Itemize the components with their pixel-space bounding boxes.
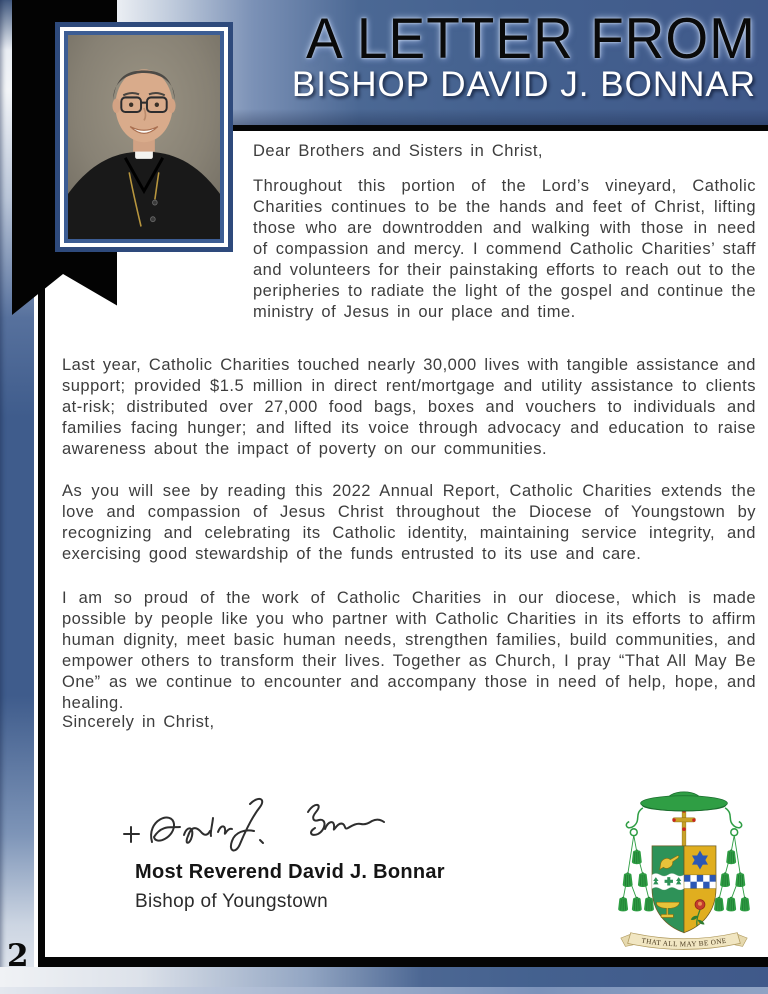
page-title-line2: BISHOP DAVID J. BONNAR <box>291 65 756 104</box>
portrait-inner-border <box>64 31 224 243</box>
bishop-portrait-illustration <box>68 35 220 239</box>
bishop-coat-of-arms <box>601 782 767 954</box>
bishop-portrait-frame <box>55 22 233 252</box>
signer-title: Bishop of Youngstown <box>135 891 328 912</box>
letter-paragraph-2: Last year, Catholic Charities touched nearly 30,000 lives with tangible assistance and support; provided $1.5 million in direct rent/mortgage and utility assistance to clients at-risk; distributed over 27,000 food bags, boxes and vouchers to individuals and families facing hunger; and lifted its voice through advocacy and education to raise awareness about the impact of poverty on our communities. <box>62 356 756 458</box>
coat-of-arms-illustration <box>601 782 767 954</box>
motto-banner <box>621 933 747 950</box>
letter-paragraph-3: As you will see by reading this 2022 Annual Report, Catholic Charities extends the love and compassion of Jesus Christ throughout the Diocese of Youngstown by recognizing and celebrating its Catholic identity, maintaining service integrity, and exercising good stewardship of the funds entrusted to its use and care. <box>62 482 756 563</box>
page-title <box>291 5 756 104</box>
bottom-accent-strip <box>0 987 768 994</box>
signer-name: Most Reverend David J. Bonnar <box>135 861 445 883</box>
letter-closing: Sincerely in Christ, <box>62 713 215 731</box>
bottom-gradient-bar <box>0 967 768 987</box>
letter-paragraph-1: Throughout this portion of the Lord’s vineyard, Catholic Charities continues to be the hands and feet of Christ, lifting those who are downtrodden and walking with those in need of compassion and mercy. I commend Catholic Charities’ staff and volunteers for their painstaking efforts to reach out to the peripheries to radiate the light of the gospel and continue the ministry of Jesus in our place and time. <box>253 177 756 321</box>
crest-shield <box>652 846 716 933</box>
bishop-portrait-photo <box>68 35 220 239</box>
letter-salutation: Dear Brothers and Sisters in Christ, <box>253 142 544 160</box>
page-number: 2 <box>7 938 29 974</box>
portrait-white-mat <box>60 27 228 247</box>
motto-text: THAT ALL MAY BE ONE <box>640 936 728 949</box>
galero-hat <box>641 792 728 811</box>
bishop-signature <box>112 782 424 862</box>
letter-paragraph-4: I am so proud of the work of Catholic Charities in our diocese, which is made possible by people like you who partner with Catholic Charities in its efforts to affirm human dignity, meet basic human needs, strengthen families, build communities, and empower others to transform their lives. Together as Church, I pray “That All May Be One” as we continue to encounter and accompany those in need of help, hope, and healing. <box>62 589 756 712</box>
page-title-line1: A LETTER FROM <box>306 5 756 71</box>
checky-fess <box>684 875 716 889</box>
content-frame-bottom-border <box>38 957 768 967</box>
